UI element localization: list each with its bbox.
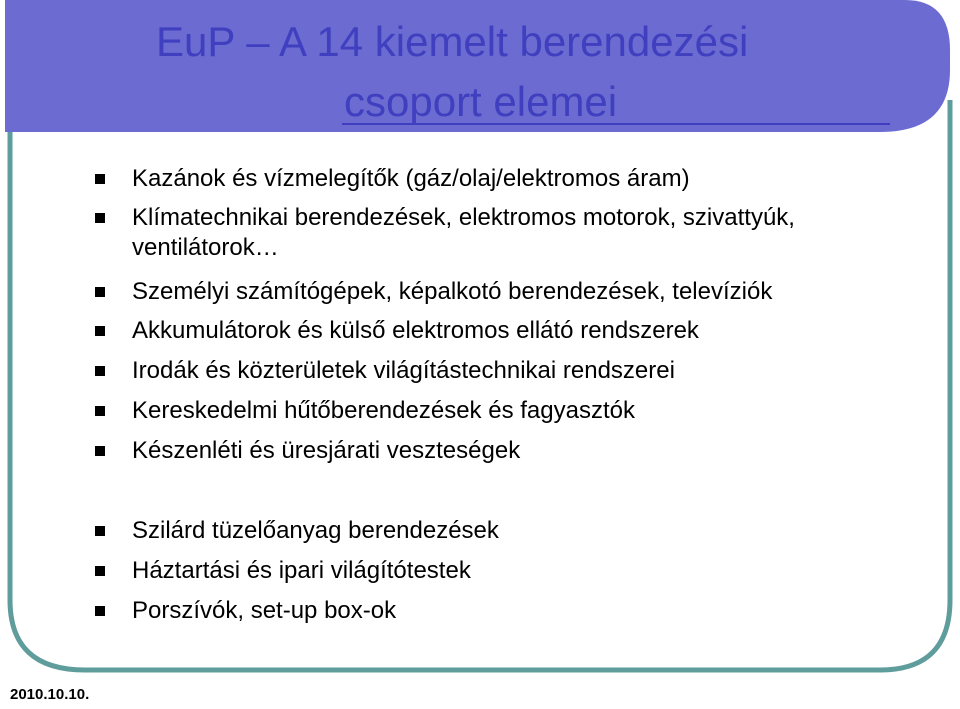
- square-bullet-icon: [95, 213, 105, 223]
- bullet-text: Készenléti és üresjárati veszteségek: [132, 437, 521, 464]
- square-bullet-icon: [95, 566, 105, 576]
- list-item: [132, 596, 922, 626]
- bullet-text: Porszívók, set-up box-ok: [132, 597, 397, 624]
- square-bullet-icon: [95, 606, 105, 616]
- list-item: [132, 203, 922, 263]
- square-bullet-icon: [95, 287, 105, 297]
- bullet-text: Irodák és közterületek világítástechnikai rendszerei: [132, 357, 675, 384]
- list-item: [132, 356, 922, 386]
- slide-title-line-2: csoport elemei: [344, 78, 618, 125]
- bullet-text: Háztartási és ipari világítótestek: [132, 557, 471, 584]
- list-item: [132, 277, 922, 307]
- square-bullet-icon: [95, 366, 105, 376]
- bullet-text: Klímatechnikai berendezések, elektromos motorok, szivattyúk,: [132, 204, 795, 231]
- bullet-text: Szilárd tüzelőanyag berendezések: [132, 517, 499, 544]
- list-item: [132, 396, 922, 426]
- list-item: [132, 516, 922, 546]
- slide-date: 2010.10.10.: [10, 686, 90, 703]
- list-item: [132, 556, 922, 586]
- bullet-text: Személyi számítógépek, képalkotó berendezések, televíziók: [132, 278, 773, 305]
- square-bullet-icon: [95, 406, 105, 416]
- square-bullet-icon: [95, 174, 105, 184]
- bullet-text: Kazánok és vízmelegítők (gáz/olaj/elektromos áram): [132, 165, 690, 192]
- bullet-text: Akkumulátorok és külső elektromos ellátó rendszerek: [132, 317, 699, 344]
- slide-title-line-1: EuP – A 14 kiemelt berendezési: [156, 18, 749, 65]
- list-item: [132, 436, 922, 466]
- bullet-text: Kereskedelmi hűtőberendezések és fagyasztók: [132, 397, 635, 424]
- list-item: [132, 164, 922, 194]
- square-bullet-icon: [95, 446, 105, 456]
- list-item: [132, 316, 922, 346]
- square-bullet-icon: [95, 526, 105, 536]
- bullet-text-continued: ventilátorok…: [132, 234, 279, 261]
- square-bullet-icon: [95, 326, 105, 336]
